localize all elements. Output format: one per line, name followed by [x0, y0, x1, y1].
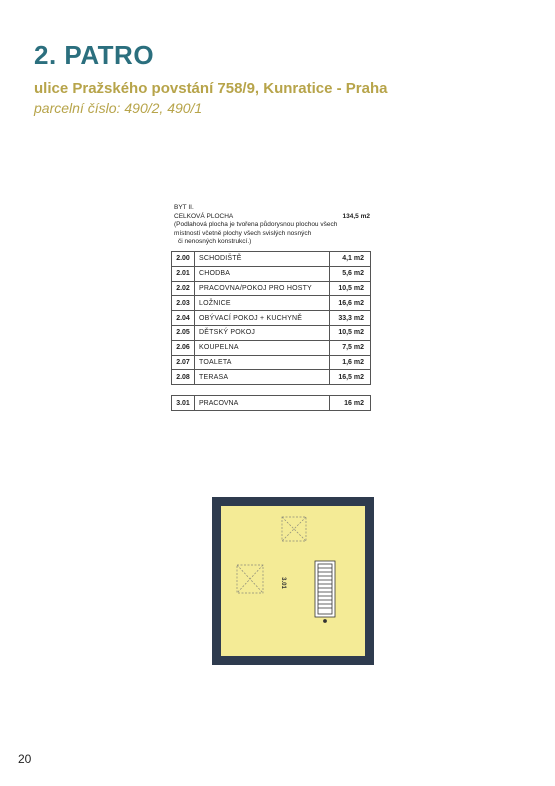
- table-row: [172, 340, 371, 355]
- room-area: 33,3 m2: [330, 311, 371, 326]
- plan-floor: [221, 506, 365, 656]
- room-area: 7,5 m2: [330, 340, 371, 355]
- parcel-label: parcelní číslo:: [34, 100, 121, 116]
- plan-room-label: 3.01: [280, 577, 286, 589]
- address-subtitle: ulice Pražského povstání 758/9, Kunratice - Praha: [34, 80, 388, 97]
- table-row: [172, 266, 371, 281]
- room-area: 10,5 m2: [330, 325, 371, 340]
- room-area: 5,6 m2: [330, 266, 371, 281]
- room-name: PRACOVNA/POKOJ PRO HOSTY: [195, 281, 330, 296]
- area-summary: [174, 204, 370, 247]
- room-number: 2.07: [172, 355, 195, 370]
- room-number: 2.06: [172, 340, 195, 355]
- table-row: [172, 281, 371, 296]
- room-name: CHODBA: [195, 266, 330, 281]
- room-name: DĚTSKÝ POKOJ: [195, 325, 330, 340]
- page-number: 20: [18, 752, 32, 766]
- room-table: [171, 251, 371, 385]
- room-number: 2.08: [172, 370, 195, 385]
- room-name: KOUPELNA: [195, 340, 330, 355]
- room-area: 4,1 m2: [330, 252, 371, 267]
- room-number: 2.02: [172, 281, 195, 296]
- room-name: SCHODIŠTĚ: [195, 252, 330, 267]
- room-area: 16,6 m2: [330, 296, 371, 311]
- extra-room-table: [171, 395, 371, 411]
- page-title: 2. PATRO: [34, 40, 155, 70]
- room-number: 2.04: [172, 311, 195, 326]
- room-name: LOŽNICE: [195, 296, 330, 311]
- table-row: [172, 325, 371, 340]
- table-row: [172, 396, 371, 411]
- room-area: 1,6 m2: [330, 355, 371, 370]
- total-area-label: CELKOVÁ PLOCHA: [174, 212, 234, 220]
- room-number: 2.03: [172, 296, 195, 311]
- staircase: [315, 561, 335, 623]
- parcel-value: 490/2, 490/1: [124, 100, 203, 116]
- area-note-line-2: místností včetně plochy všech svislých nosných: [174, 229, 312, 237]
- room-name: PRACOVNA: [195, 396, 330, 411]
- room-name: TERASA: [195, 370, 330, 385]
- room-number: 2.05: [172, 325, 195, 340]
- table-row: [172, 311, 371, 326]
- area-note-line-1: (Podlahová plocha je tvořena půdorysnou plochou všech: [174, 221, 338, 228]
- total-area-value: 134,5 m2: [342, 212, 370, 220]
- total-area-row: [174, 213, 370, 222]
- table-row: [172, 355, 371, 370]
- table-row: [172, 252, 371, 267]
- room-name: OBÝVACÍ POKOJ + KUCHYNĚ: [195, 311, 330, 326]
- room-number: 2.01: [172, 266, 195, 281]
- room-area: 10,5 m2: [330, 281, 371, 296]
- room-name: TOALETA: [195, 355, 330, 370]
- unit-label: BYT II.: [174, 204, 194, 211]
- room-area: 16 m2: [330, 396, 371, 411]
- table-row: [172, 296, 371, 311]
- room-number: 2.00: [172, 252, 195, 267]
- table-row: [172, 370, 371, 385]
- room-area: 16,5 m2: [330, 370, 371, 385]
- parcel-number: [34, 100, 202, 116]
- floor-plan: [212, 497, 374, 665]
- area-note-line-3: či nenosných konstrukcí.): [178, 238, 252, 245]
- room-number: 3.01: [172, 396, 195, 411]
